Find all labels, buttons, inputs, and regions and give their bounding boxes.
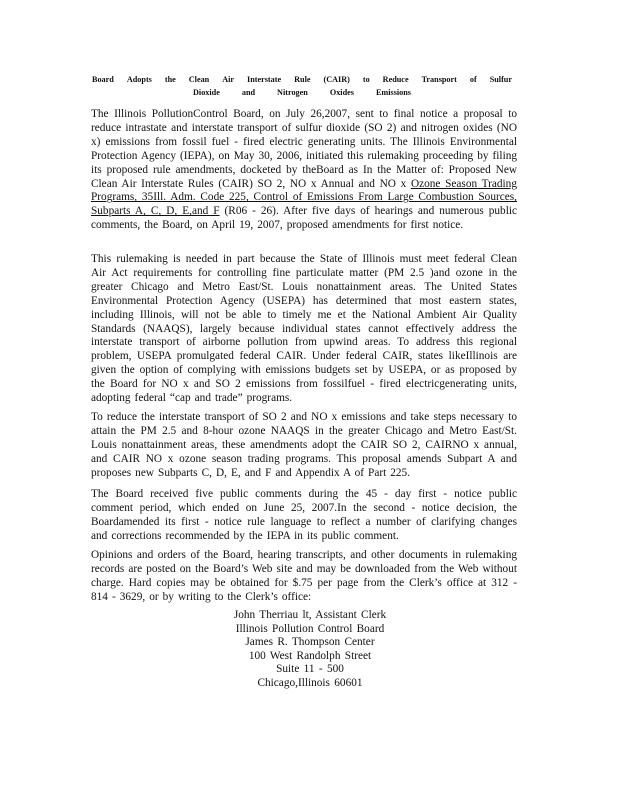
paragraph-amendments: To reduce the interstate transport of SO 2 and NO x emissions and take steps necessary to attain the PM 2.5 and 8-hour ozone NAAQS in the greater Chicago and Metro East/St. Louis nonattainment areas, these amendments adopt the CAIR SO 2, CAIRNO x annual, and CAIR NO x ozone season trading programs. This proposal amends Subpart A and proposes new Subparts C, D, E, and F and Appendix A of Part 225.	[91, 411, 517, 479]
title-line-2	[92, 86, 512, 99]
address-line: Suite 11 - 500	[276, 663, 344, 675]
title-word: of	[469, 75, 477, 84]
press-release-title	[92, 73, 512, 99]
title-word: (CAIR)	[323, 75, 350, 84]
paragraph-comments: The Board received five public comments during the 45 - day first - notice public comment period, which ended on June 25, 2007.In the second - notice decision, the Boardamended its first - notice rule language to reflect a number of clarifying changes and corrections recommended by the IEPA in its public comment.	[91, 488, 517, 542]
docket-caption-underlined: Ozone Season Trading Programs, 35Ill. Adm. Code 225, Control of Emissions From Large Combustion Sources, Subparts A, C, D, E,and F	[91, 177, 517, 218]
title-word: Rule	[294, 75, 311, 84]
title-word: and	[241, 88, 256, 97]
paragraph-need: This rulemaking is needed in part because the State of Illinois must meet federal Clean Air Act requirements for controlling fine particulate matter (PM 2.5 )and ozone in the greater Chicago and Metro East/St. Louis nonattainment areas. The United States Environmental Protection Agency (USEPA) has determined that most eastern states, including Illinois, will not be able to timely me et the National Ambient Air Quality Standards (NAAQS), largely because individual states cannot effectively address the interstate transport of airborne pollution from upwind areas. To address this regional problem, USEPA promulgated federal CAIR. Under federal CAIR, states likeIllinois are given the option of complying with emissions budgets set by USEPA, or as proposed by the Board for NO x and SO 2 emissions from fossilfuel - fired electricgenerating units, adopting federal “cap and trade” programs.	[91, 253, 517, 405]
title-word: to	[362, 75, 370, 84]
title-word: Transport	[421, 75, 457, 84]
title-word: Board	[92, 75, 114, 84]
address-line: John Therriau lt, Assistant Clerk	[233, 609, 387, 621]
title-word: Emissions	[375, 88, 411, 97]
title-word: Dioxide	[193, 88, 220, 97]
address-line: Chicago,Illinois 60601	[257, 676, 363, 689]
paragraph-intro-tail: (R06 - 26). After five days of hearings and numerous public comments, the Board, on April 19, 2007, proposed amendments for first notice.	[91, 205, 517, 232]
title-line-1	[92, 73, 512, 86]
title-word: Clean	[188, 75, 210, 84]
title-word: the	[164, 75, 176, 84]
paragraph-intro-text: The Illinois PollutionControl Board, on July 26,2007, sent to final notice a proposal to reduce intrastate and interstate transport of sulfur dioxide (SO 2) and nitrogen oxides (NO x) emissions from fossil fuel - fired electric generating units. The Illinois Environmental Protection Agency (IEPA), on May 30, 2006, initiated this rulemaking proceeding by filing its proposed rule amendments, docketed by theBoard as In the Matter of: Proposed New Clean Air Interstate Rules (CAIR) SO 2, NO x Annual and NO x	[91, 108, 517, 190]
title-word: Oxides	[329, 88, 354, 97]
paragraph-documents: Opinions and orders of the Board, hearing transcripts, and other documents in rulemaking records are posted on the Board’s Web site and may be downloaded from the Web without charge. Hard copies may be obtained for $.75 per page from the Clerk’s office at 312 - 814 - 3629, or by writing to the Clerk’s office:	[91, 549, 517, 603]
title-word: Interstate	[247, 75, 282, 84]
title-word: Sulfur	[489, 75, 512, 84]
clerk-address	[200, 609, 420, 690]
address-line: 100 West Randolph Street	[248, 649, 372, 662]
address-line: James R. Thompson Center	[245, 636, 375, 648]
title-word: Reduce	[382, 75, 409, 84]
title-word: Nitrogen	[277, 88, 308, 97]
paragraph-intro	[91, 108, 517, 233]
title-word: Adopts	[126, 75, 152, 84]
address-line: Illinois Pollution Control Board	[235, 622, 385, 635]
title-word: Air	[222, 75, 235, 84]
